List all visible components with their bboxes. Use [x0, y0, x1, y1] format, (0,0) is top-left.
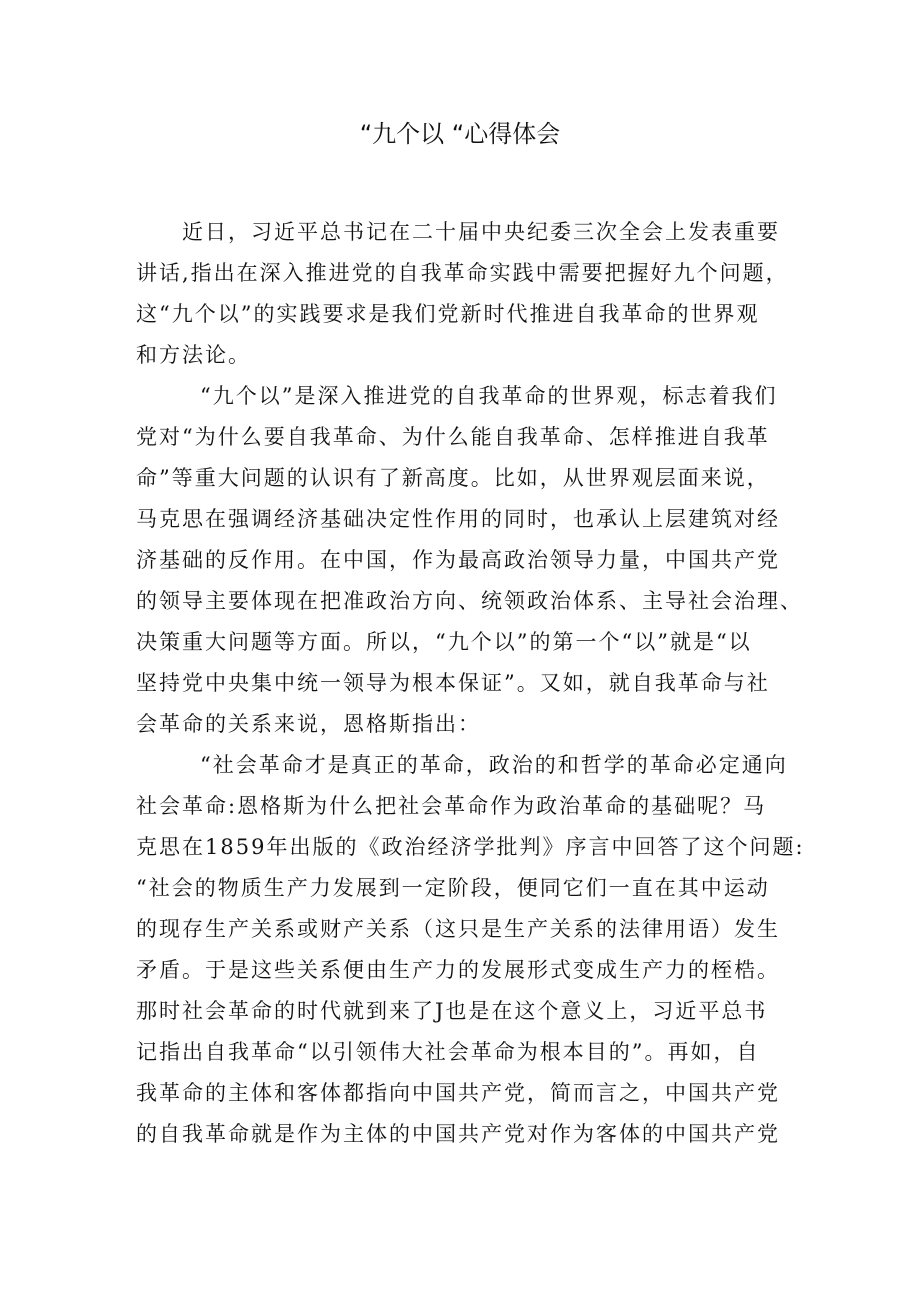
text-line: 党对“为什么要自我革命、为什么能自我革命、怎样推进自我革	[136, 425, 770, 449]
text-line: 克思在1859年出版的《政治经济学批判》序言中回答了这个问题:	[136, 835, 805, 859]
text-line: 那时社会革命的时代就到来了J也是在这个意义上，习近平总书	[136, 999, 768, 1023]
text-line: “九个以”是深入推进党的自我革命的世界观，标志着我们	[200, 384, 778, 408]
text-line: 的领导主要体现在把准政治方向、统领政治体系、主导社会治理、	[136, 589, 803, 613]
text-line: 矛盾。于是这些关系便由生产力的发展形式变成生产力的桎梏。	[136, 958, 780, 982]
text-line: 济基础的反作用。在中国，作为最高政治领导力量，中国共产党	[136, 548, 780, 572]
text-line: 讲话,指出在深入推进党的自我革命实践中需要把握好九个问题，	[136, 261, 789, 285]
document-body	[136, 212, 805, 1155]
text-line: “社会革命才是真正的革命，政治的和哲学的革命必定通向	[200, 753, 788, 777]
text-line: 这“九个以”的实践要求是我们党新时代推进自我革命的世界观	[136, 302, 760, 326]
text-line: 的现存生产关系或财产关系（这只是生产关系的法律用语）发生	[136, 917, 780, 941]
text-line: 会革命的关系来说，恩格斯指出：	[136, 712, 481, 736]
text-line: 马克思在强调经济基础决定性作用的同时，也承认上层建筑对经	[136, 507, 780, 531]
text-line: 决策重大问题等方面。所以，“九个以”的第一个“以”就是“以	[136, 630, 752, 654]
text-line: 和方法论。	[136, 343, 251, 367]
text-line: 命”等重大问题的认识有了新高度。比如，从世界观层面来说，	[136, 466, 770, 490]
text-line: 社会革命:恩格斯为什么把社会革命作为政治革命的基础呢？马	[136, 794, 767, 818]
text-line: 的自我革命就是作为主体的中国共产党对作为客体的中国共产党	[136, 1122, 780, 1146]
text-line: “社会的物质生产力发展到一定阶段，便同它们一直在其中运动	[136, 876, 770, 900]
text-line: 我革命的主体和客体都指向中国共产党，简而言之，中国共产党	[136, 1081, 780, 1105]
text-line: 坚持党中央集中统一领导为根本保证”。又如，就自我革命与社	[136, 671, 770, 695]
text-line: 近日，习近平总书记在二十届中央纪委三次全会上发表重要	[182, 220, 780, 244]
text-line: 记指出自我革命“以引领伟大社会革命为根本目的”。再如，自	[136, 1040, 760, 1064]
document-title: “九个以 “心得体会	[359, 120, 561, 148]
